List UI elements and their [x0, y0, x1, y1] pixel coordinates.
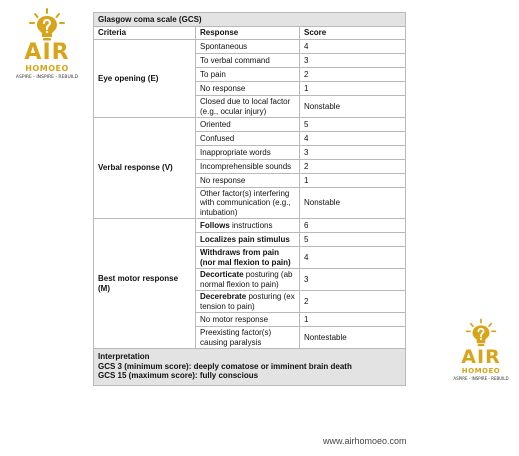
gcs-table [93, 12, 406, 386]
score-cell: 5 [300, 233, 406, 247]
brand-logo-bottom-right [446, 318, 516, 382]
logo-tagline: ASPIRE - INSPIRE - REBUILD [453, 376, 509, 381]
logo-word: AIR [461, 346, 501, 368]
response-bold: Decorticate [200, 270, 244, 280]
response-rest: instructions [229, 220, 273, 230]
response-cell [196, 233, 300, 247]
response-cell: Spontaneous [196, 40, 300, 54]
logo-sub: HOMOEO [461, 367, 501, 375]
score-cell: 4 [300, 40, 406, 54]
logo-sub: HOMOEO [25, 64, 69, 73]
response-cell: Oriented [196, 118, 300, 132]
interpretation-cell [94, 349, 406, 386]
lightbulb-icon [464, 318, 498, 348]
score-cell: 4 [300, 247, 406, 269]
response-cell: Confused [196, 132, 300, 146]
score-cell: 1 [300, 174, 406, 188]
logo-word: AIR [24, 40, 70, 65]
response-cell: To verbal command [196, 54, 300, 68]
score-cell: 2 [300, 68, 406, 82]
score-cell: 4 [300, 132, 406, 146]
score-cell: 1 [300, 82, 406, 96]
score-cell: 3 [300, 269, 406, 291]
response-cell: Closed due to local factor (e.g., ocular injury) [196, 96, 300, 118]
website-url[interactable]: www.airhomoeo.com [323, 436, 407, 446]
response-cell: No response [196, 174, 300, 188]
response-rest: posturing (ab normal flexion to pain) [200, 270, 293, 289]
score-cell: Nonstable [300, 96, 406, 118]
header-response: Response [196, 27, 300, 40]
table-row [94, 118, 406, 132]
response-rest: posturing (ex tension to pain) [200, 292, 295, 311]
response-rest: No motor response [200, 314, 269, 324]
brand-logo-top-left [3, 8, 91, 80]
table-row [94, 219, 406, 233]
score-cell: 3 [300, 54, 406, 68]
lightbulb-icon [27, 8, 67, 42]
response-cell: Incomprehensible sounds [196, 160, 300, 174]
criteria-verbal-response: Verbal response (V) [94, 118, 196, 219]
score-cell: 3 [300, 146, 406, 160]
response-cell [196, 291, 300, 313]
header-criteria: Criteria [94, 27, 196, 40]
response-bold: Decerebrate [200, 292, 247, 302]
response-bold: Localizes pain stimulus [200, 234, 290, 244]
response-bold: Withdraws from pain (nor mal flexion to pain) [200, 248, 291, 267]
score-cell: 1 [300, 313, 406, 327]
interpretation-line: GCS 3 (minimum score): deeply comatose or imminent brain death [98, 361, 352, 371]
interpretation-heading: Interpretation [98, 352, 150, 361]
table-row [94, 40, 406, 54]
score-cell: 5 [300, 118, 406, 132]
header-score: Score [300, 27, 406, 40]
response-rest: Preexisting factor(s) causing paralysis [200, 328, 272, 347]
response-cell [196, 247, 300, 269]
response-cell: Inappropriate words [196, 146, 300, 160]
criteria-eye-opening: Eye opening (E) [94, 40, 196, 118]
score-cell: 2 [300, 291, 406, 313]
response-cell: To pain [196, 68, 300, 82]
logo-tagline: ASPIRE - INSPIRE - REBUILD [15, 75, 79, 80]
response-cell: No response [196, 82, 300, 96]
response-cell [196, 219, 300, 233]
criteria-best-motor-response: Best motor response (M) [94, 219, 196, 349]
score-cell: Nonstable [300, 188, 406, 219]
interpretation-line: GCS 15 (maximum score): fully conscious [98, 371, 259, 381]
response-cell [196, 327, 300, 349]
response-cell: Other factor(s) interfering with communication (e.g., intubation) [196, 188, 300, 219]
interpretation-row [94, 349, 406, 386]
response-cell [196, 269, 300, 291]
response-bold: Follows [200, 220, 230, 230]
score-cell: 2 [300, 160, 406, 174]
score-cell: 6 [300, 219, 406, 233]
response-cell [196, 313, 300, 327]
table-title: Glasgow coma scale (GCS) [94, 13, 406, 27]
score-cell: Nontestable [300, 327, 406, 349]
